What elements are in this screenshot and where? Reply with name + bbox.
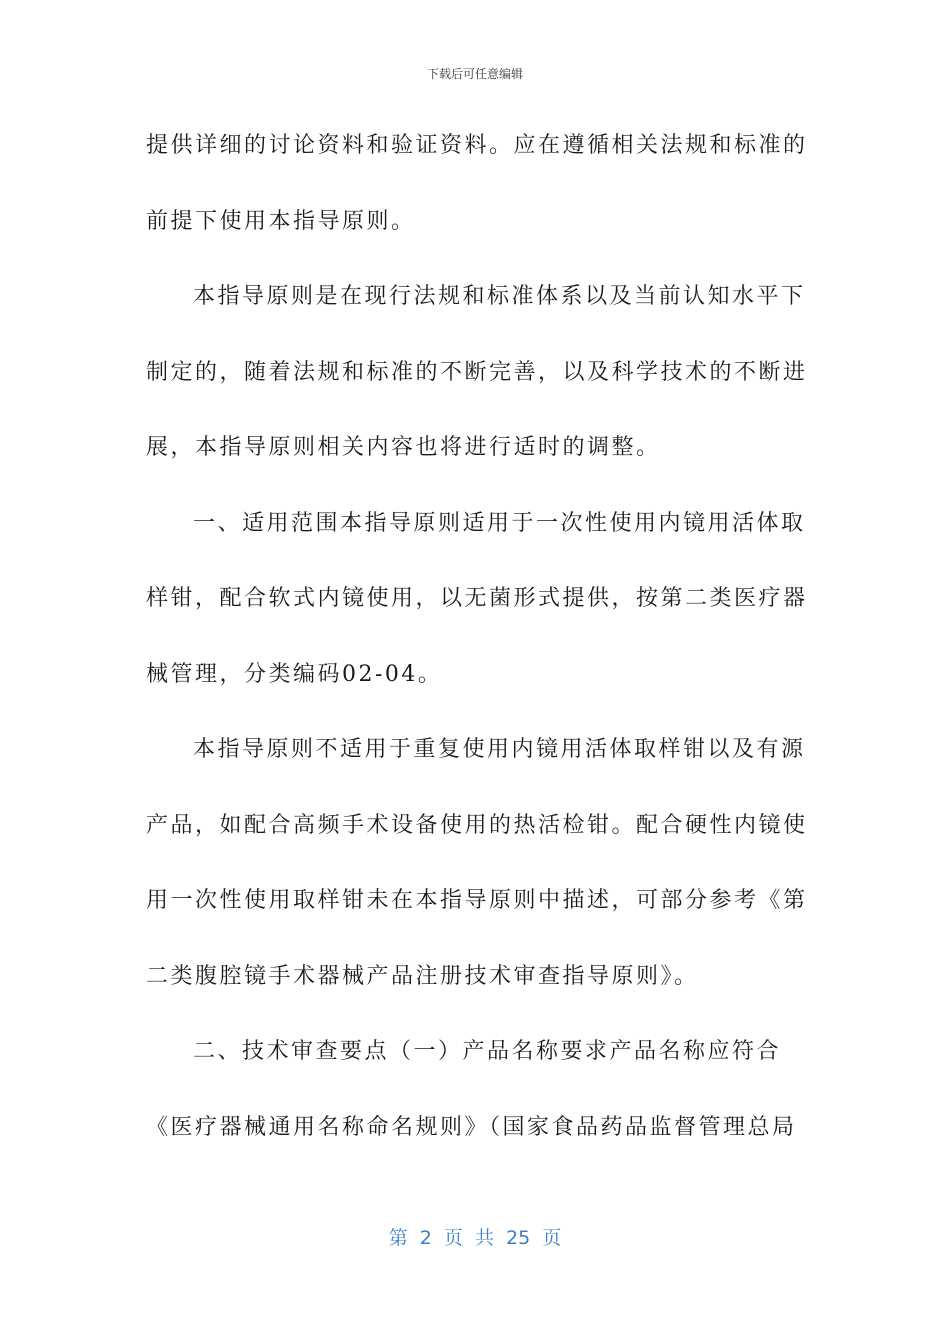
text-line: 本指导原则不适用于重复使用内镜用活体取样钳以及有源 [193, 737, 806, 762]
page-header: 下载后可任意编辑 [426, 67, 523, 81]
text-line: 产品，如配合高频手术设备使用的热活检钳。配合硬性内镜使 [146, 812, 808, 838]
text-line: 二类腹腔镜手术器械产品注册技术审查指导原则》。 [146, 963, 699, 989]
text-line: 样钳，配合软式内镜使用，以无菌形式提供，按第二类医疗器 [146, 586, 808, 611]
page-footer: 第 2 页 共 25 页 [388, 1227, 562, 1249]
text-line: 本指导原则是在现行法规和标准体系以及当前认知水平下 [193, 284, 806, 309]
text-line: 提供详细的讨论资料和验证资料。应在遵循相关法规和标准的 [146, 133, 808, 158]
text-line: 前提下使用本指导原则。 [146, 208, 416, 234]
text-line: 二、技术审查要点（一）产品名称要求产品名称应符合 [193, 1039, 782, 1064]
text-line: 展，本指导原则相关内容也将进行适时的调整。 [146, 435, 661, 460]
document-body [146, 120, 808, 1177]
text-line: 制定的，随着法规和标准的不断完善，以及科学技术的不断进 [146, 359, 808, 385]
text-line: 《医疗器械通用名称命名规则》（国家食品药品监督管理总局 [146, 1114, 797, 1140]
text-line: 械管理，分类编码02-04。 [146, 661, 443, 687]
text-line: 用一次性使用取样钳未在本指导原则中描述，可部分参考《第 [146, 888, 808, 913]
text-line: 一、适用范围本指导原则适用于一次性使用内镜用活体取 [193, 510, 806, 536]
